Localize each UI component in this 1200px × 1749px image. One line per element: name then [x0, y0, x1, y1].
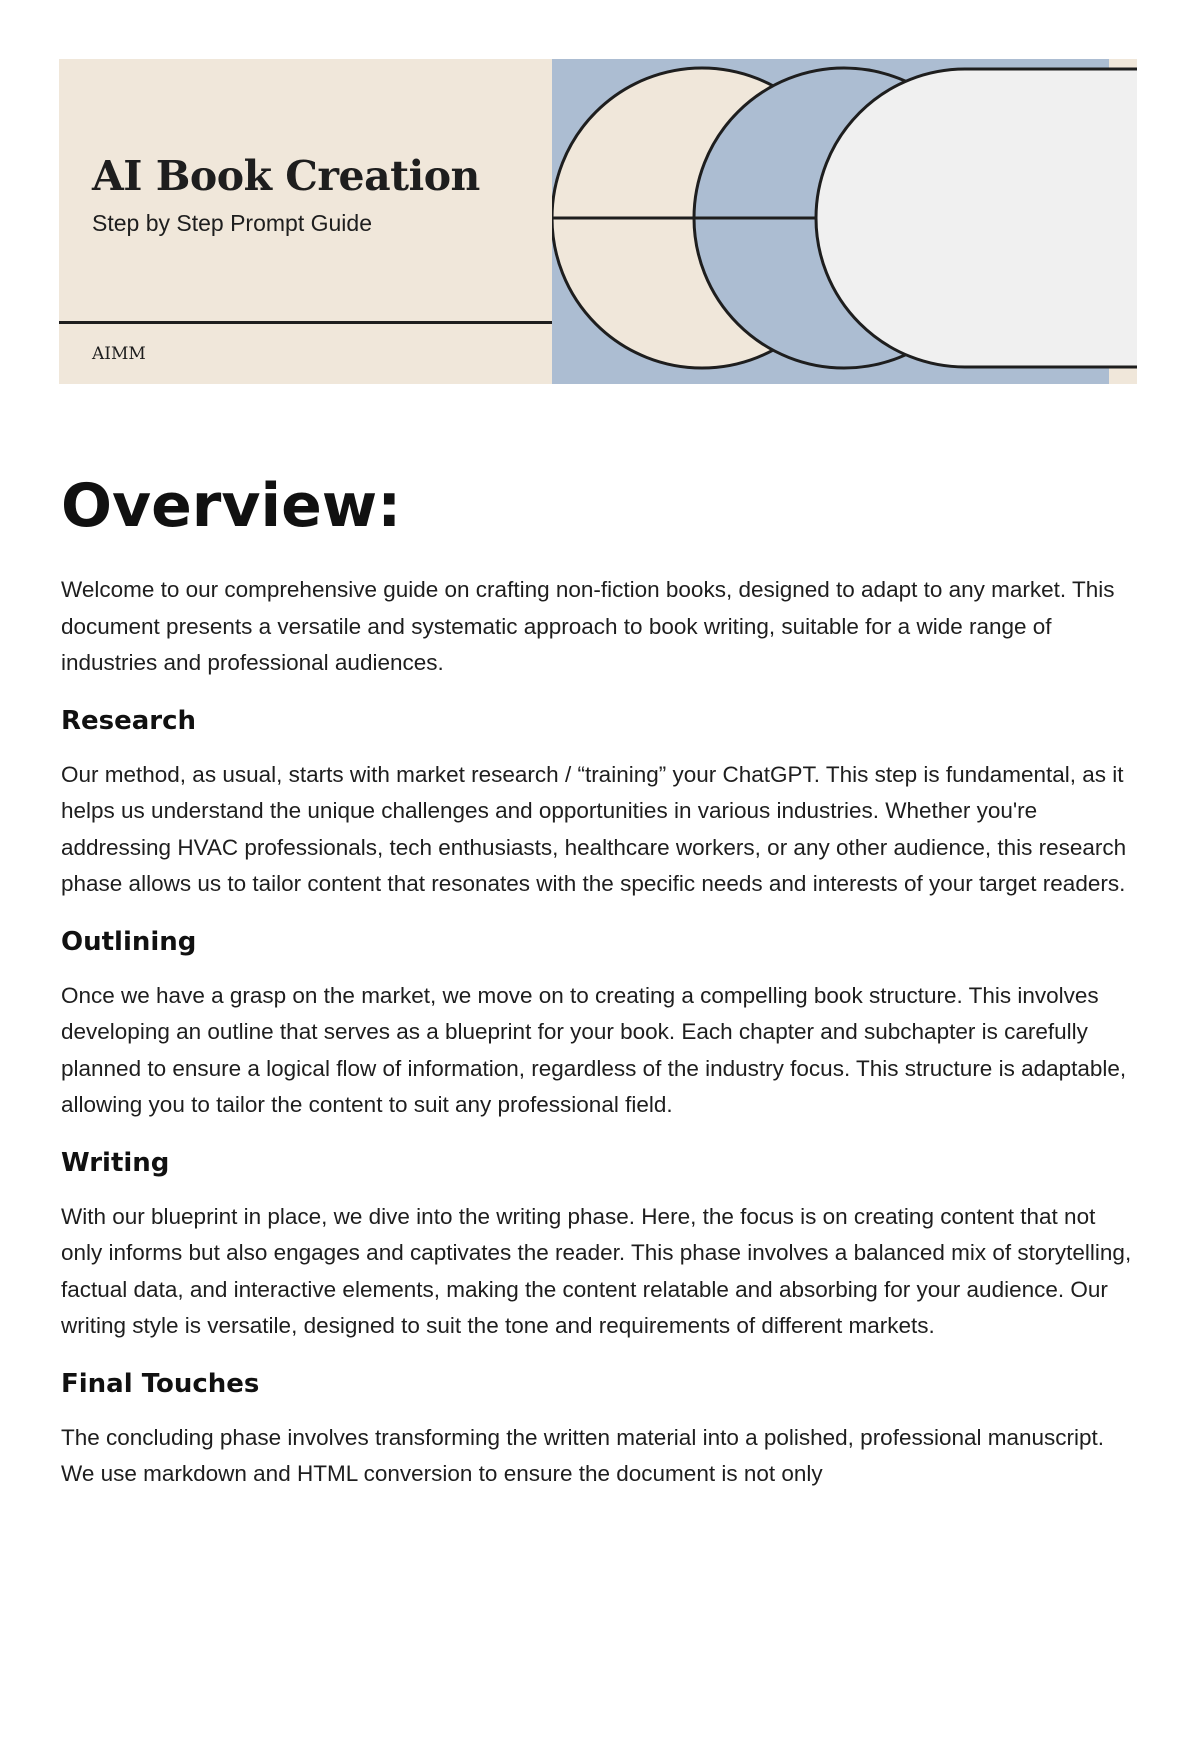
brand-label: AIMM: [92, 344, 146, 364]
decorative-circles-graphic: [552, 59, 1137, 384]
section-body-writing: With our blueprint in place, we dive into the writing phase. Here, the focus is on creating content that not only informs but also engages and captivates the reader. This phase involves a balanced mix of storytelling, factual data, and interactive elements, making the content relatable and absorbing for your audience. Our writing style is versatile, designed to suit the tone and requirements of different markets.: [61, 1203, 1132, 1338]
section-heading-writing: Writing: [61, 1147, 170, 1178]
overview-heading: Overview:: [61, 471, 402, 541]
section-body-final-touches: The concluding phase involves transforming the written material into a polished, professional manuscript. We use markdown and HTML conversion to ensure the document is not only: [61, 1424, 1105, 1486]
section-heading-outlining: Outlining: [61, 926, 197, 957]
section-heading-research: Research: [61, 705, 197, 736]
document-subtitle: Step by Step Prompt Guide: [92, 210, 372, 236]
header-divider: [59, 321, 552, 324]
cover-text-panel: [59, 59, 552, 384]
section-heading-final-touches: Final Touches: [61, 1368, 260, 1399]
section-body-outlining: Once we have a grasp on the market, we move on to creating a compelling book structure. This involves developing an outline that serves as a blueprint for your book. Each chapter and subchapter is carefully planned to ensure a logical flow of information, regardless of the industry focus. This structure is adaptable, allowing you to tailor the content to suit any professional field.: [61, 982, 1127, 1117]
intro-paragraph: Welcome to our comprehensive guide on crafting non-fiction books, designed to adapt to any market. This document presents a versatile and systematic approach to book writing, suitable for a wide range of industries and professional audiences.: [61, 577, 1115, 675]
document-title: AI Book Creation: [92, 152, 480, 200]
document-body: [61, 470, 1141, 1493]
cover-header: [59, 59, 1137, 384]
gray-pill-shape: [816, 69, 1137, 367]
section-body-research: Our method, as usual, starts with market research / “training” your ChatGPT. This step is fundamental, as it helps us understand the unique challenges and opportunities in various industries. Whether you're addressing HVAC professionals, tech enthusiasts, healthcare workers, or any other audience, this research phase allows us to tailor content that resonates with the specific needs and interests of your target readers.: [61, 761, 1127, 896]
